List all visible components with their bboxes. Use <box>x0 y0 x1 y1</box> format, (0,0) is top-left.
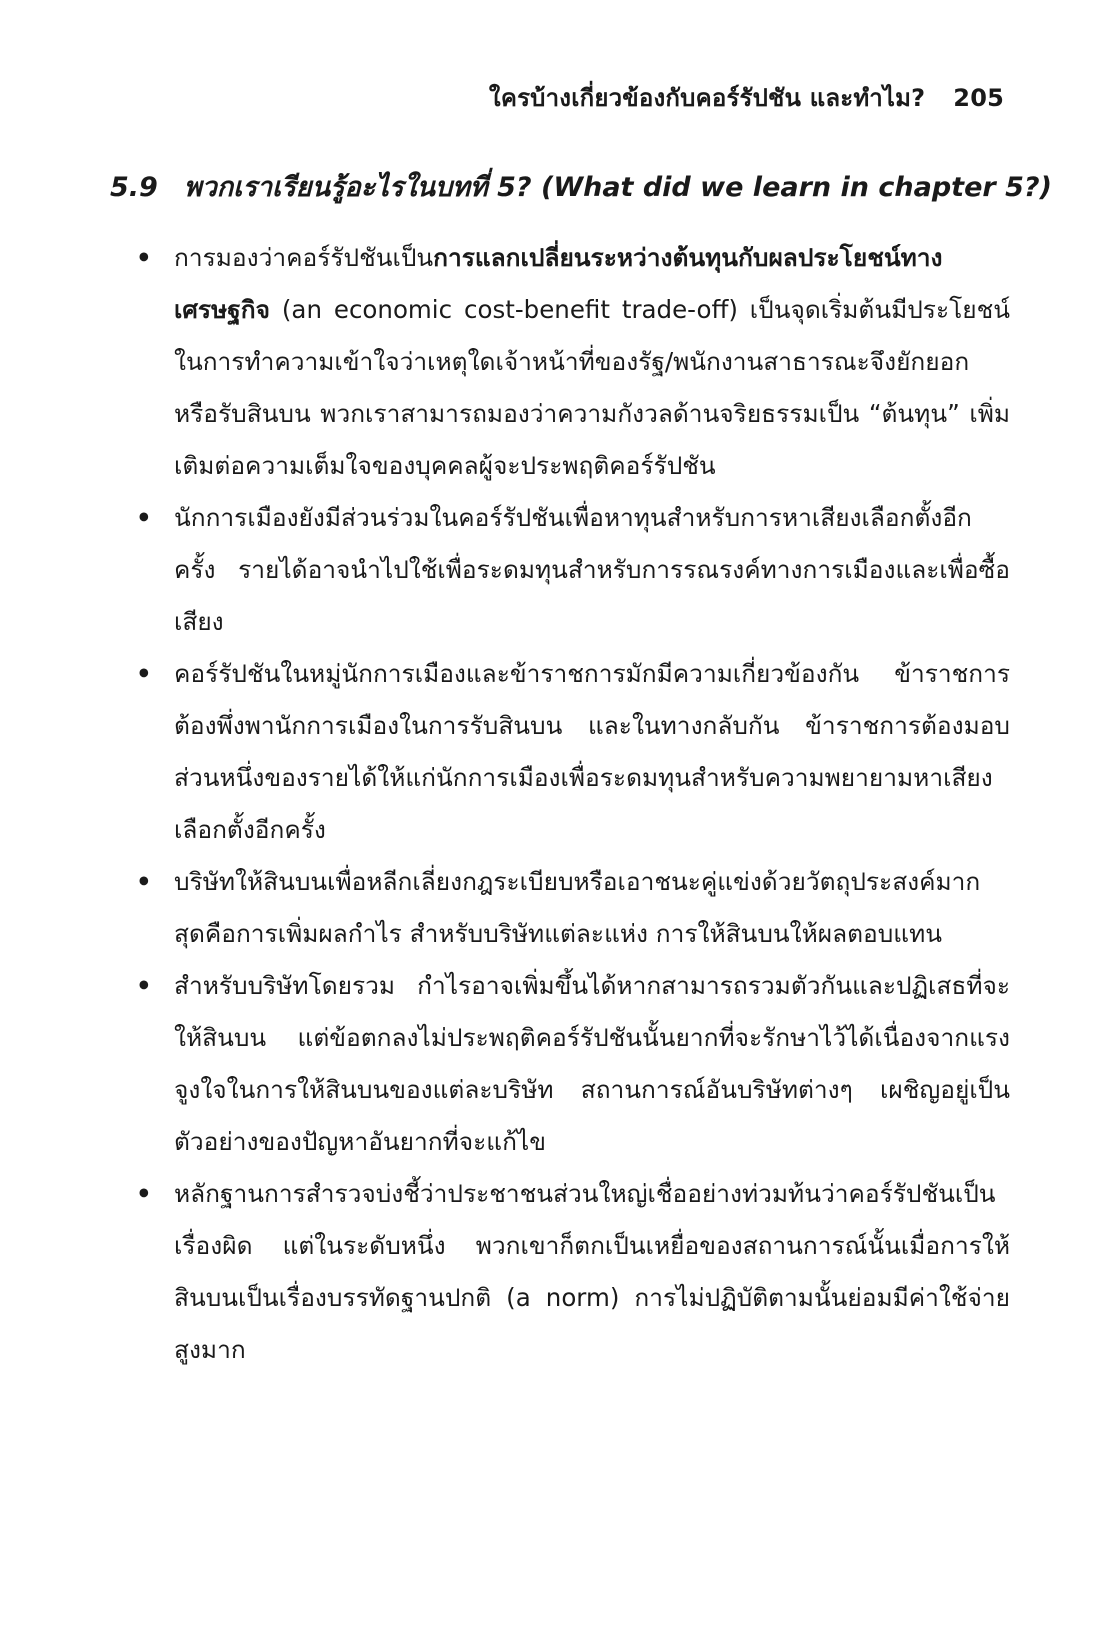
bullet-dot-icon: • <box>136 659 152 688</box>
bullet-item <box>130 232 1010 492</box>
bullet-text: คอร์รัปชันในหมู่นักการเมืองและข้าราชการมักมีความเกี่ยวข้องกัน ข้าราชการต้องพึ่งพานักการเมืองในการรับสินบน และในทางกลับกัน ข้าราชการต้องมอบส่วนหนึ่งของรายได้ให้แก่นักการเมืองเพื่อระดมทุนสำหรับความพยายามหาเสียงเลือกตั้งอีกครั้ง <box>174 659 1010 844</box>
bullet-item <box>130 1168 1010 1376</box>
bullet-text: นักการเมืองยังมีส่วนร่วมในคอร์รัปชันเพื่อหาทุนสำหรับการหาเสียงเลือกตั้งอีกครั้ง รายได้อาจนำไปใช้เพื่อระดมทุนสำหรับการรณรงค์ทางการเมืองและเพื่อซื้อเสียง <box>174 503 1010 636</box>
running-header <box>489 78 1004 117</box>
bullet-item <box>130 492 1010 648</box>
bullet-dot-icon: • <box>136 503 152 532</box>
bullet-dot-icon: • <box>136 867 152 896</box>
running-title: ใครบ้างเกี่ยวข้องกับคอร์รัปชัน และทำไม? <box>488 84 926 112</box>
bullet-item <box>130 856 1010 960</box>
bullet-text-pre: การมองว่าคอร์รัปชันเป็น <box>174 243 434 272</box>
summary-bullet-list <box>130 232 1010 1376</box>
bullet-item <box>130 960 1010 1168</box>
bullet-text: สำหรับบริษัทโดยรวม กำไรอาจเพิ่มขึ้นได้หากสามารถรวมตัวกันและปฏิเสธที่จะให้สินบน แต่ข้อตกลงไม่ประพฤติคอร์รัปชันนั้นยากที่จะรักษาไว้ได้เนื่องจากแรงจูงใจในการให้สินบนของแต่ละบริษัท สถานการณ์อันบริษัทต่างๆ เผชิญอยู่เป็นตัวอย่างของปัญหาอันยากที่จะแก้ไข <box>174 971 1010 1156</box>
section-number: 5.9 <box>110 172 158 203</box>
bullet-text: บริษัทให้สินบนเพื่อหลีกเลี่ยงกฎระเบียบหรือเอาชนะคู่แข่งด้วยวัตถุประสงค์มากสุดคือการเพิ่มผลกำไร สำหรับบริษัทแต่ละแห่ง การให้สินบนให้ผลตอบแทน <box>174 867 981 948</box>
section-title: พวกเราเรียนรู้อะไรในบทที่ 5? (What did we learn in chapter 5?) <box>183 172 1052 203</box>
bullet-text-bold: การแลกเปลี่ยนระหว่างต้นทุนกับผลประโยชน์ทางเศรษฐกิจ <box>174 243 943 324</box>
bullet-dot-icon: • <box>136 1179 152 1208</box>
bullet-item <box>130 648 1010 856</box>
page-number: 205 <box>953 84 1004 112</box>
bullet-dot-icon: • <box>136 243 152 272</box>
section-heading <box>110 170 1052 206</box>
bullet-text-post: (an economic cost-benefit trade-off) เป็นจุดเริ่มต้นมีประโยชน์ในการทำความเข้าใจว่าเหตุใดเจ้าหน้าที่ของรัฐ/พนักงานสาธารณะจึงยักยอกหรือรับสินบน พวกเราสามารถมองว่าความกังวลด้านจริยธรรมเป็น “ต้นทุน” เพิ่มเติมต่อความเต็มใจของบุคคลผู้จะประพฤติคอร์รัปชัน <box>174 295 1010 480</box>
bullet-dot-icon: • <box>136 971 152 1000</box>
bullet-text: หลักฐานการสำรวจบ่งชี้ว่าประชาชนส่วนใหญ่เชื่ออย่างท่วมท้นว่าคอร์รัปชันเป็นเรื่องผิด แต่ในระดับหนึ่ง พวกเขาก็ตกเป็นเหยื่อของสถานการณ์นั้นเมื่อการให้สินบนเป็นเรื่องบรรทัดฐานปกติ (a norm) การไม่ปฏิบัติตามนั้นย่อมมีค่าใช้จ่ายสูงมาก <box>174 1179 1010 1364</box>
